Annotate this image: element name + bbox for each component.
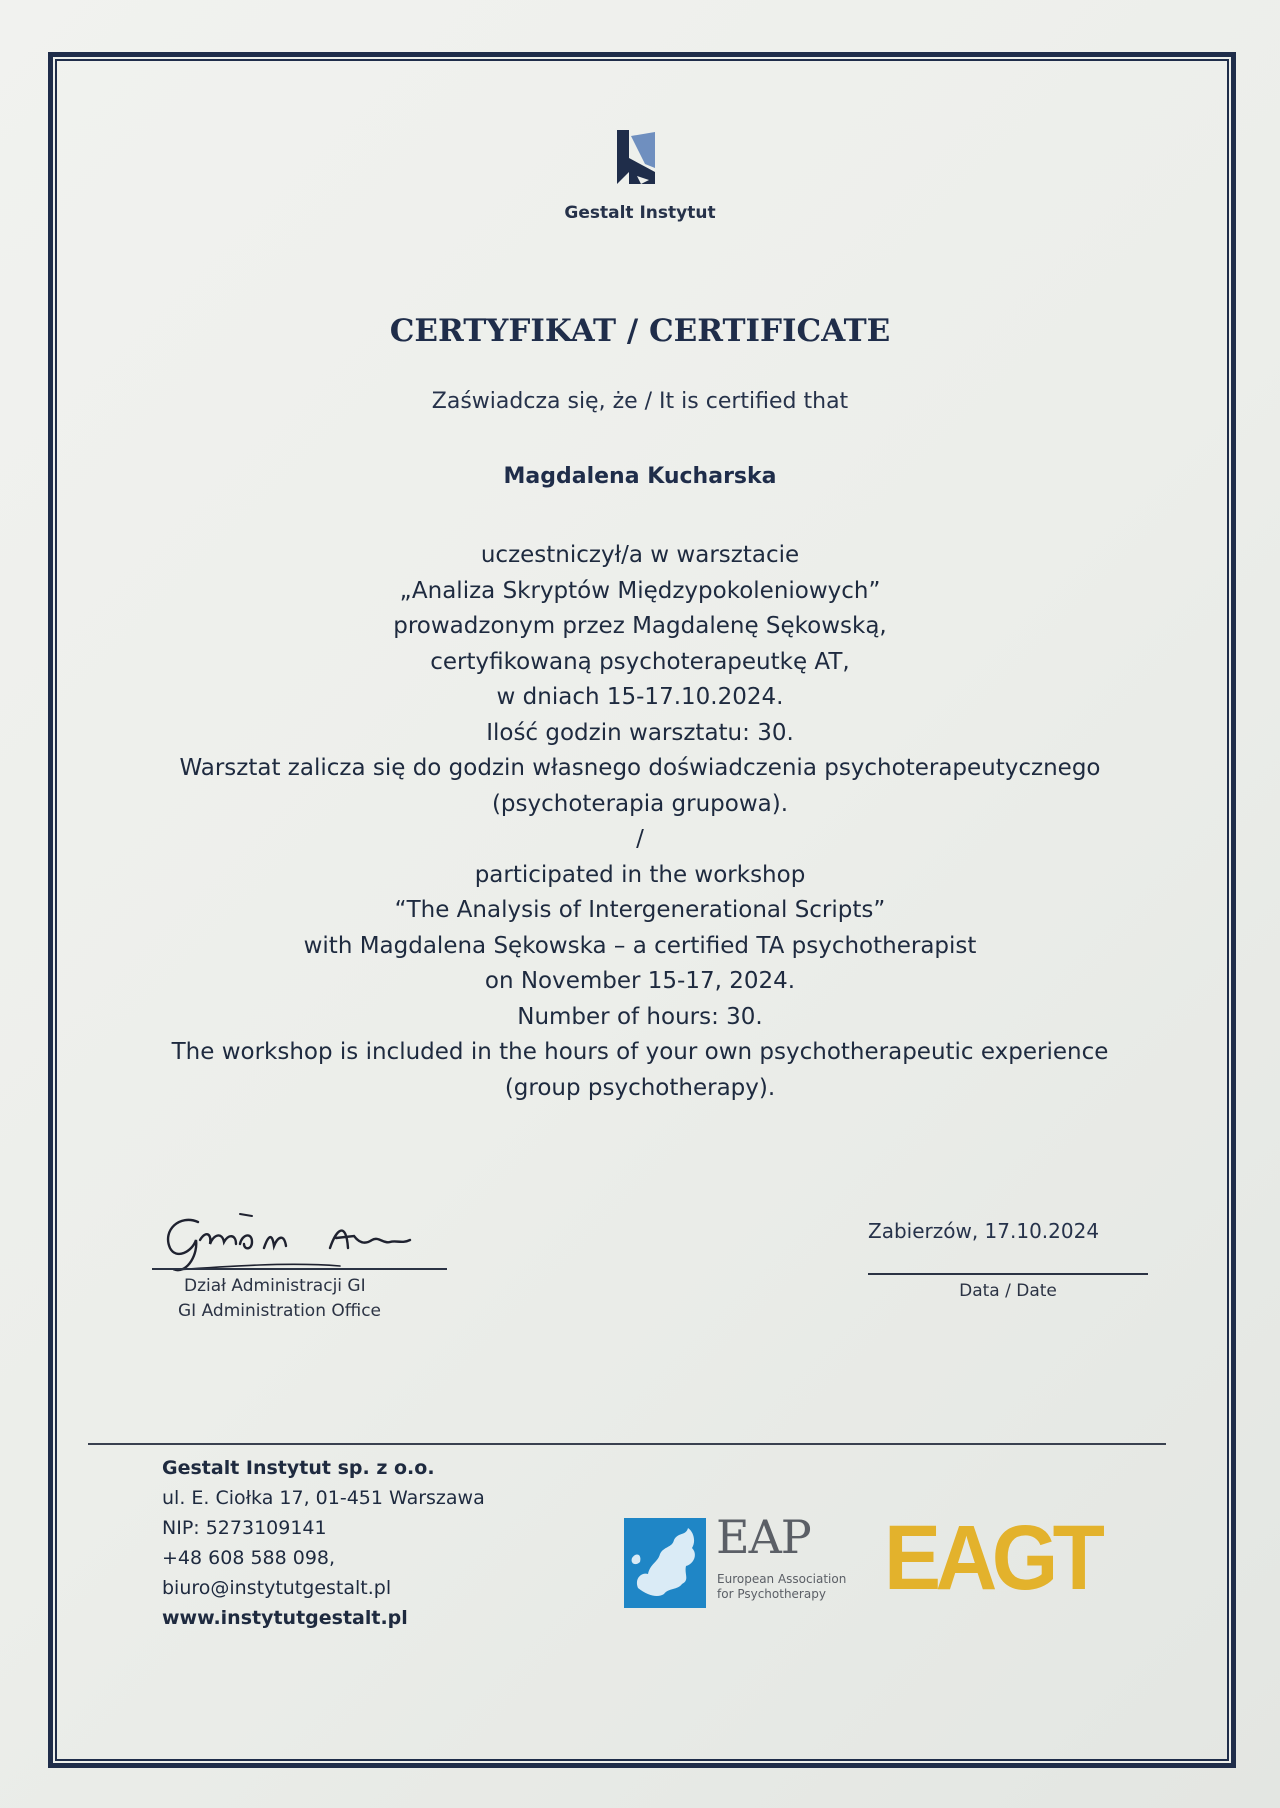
- body-line: Ilość godzin warsztatu: 30.: [486, 719, 794, 746]
- body-line: prowadzonym przez Magdalenę Sękowską,: [393, 613, 887, 639]
- gestalt-logo-icon: [615, 128, 657, 186]
- body-line: /: [636, 826, 644, 852]
- body-line: with Magdalena Sękowska – a certified TA psychotherapist: [303, 932, 977, 959]
- body-line: “The Analysis of Intergenerational Scripts”: [394, 897, 886, 923]
- body-line: (psychoterapia grupowa).: [491, 790, 789, 817]
- europe-map-icon: [624, 1518, 706, 1608]
- eagt-logo: [884, 1507, 1100, 1609]
- body-line: on November 15-17, 2024.: [484, 968, 796, 994]
- signature-label-en: GI Administration Office: [178, 1301, 382, 1321]
- body-line: participated in the workshop: [474, 861, 806, 888]
- company-address: ul. E. Ciołka 17, 01-451 Warszawa: [162, 1487, 485, 1509]
- body-line: The workshop is included in the hours of your own psychotherapeutic experience: [171, 1039, 1109, 1065]
- body-line: Warsztat zalicza się do godzin własnego doświadczenia psychoterapeutycznego: [179, 755, 1101, 781]
- footer-divider: [88, 1443, 1166, 1445]
- recipient-name: Magdalena Kucharska: [503, 464, 777, 489]
- footer-contact: [162, 1453, 485, 1633]
- date-line: [868, 1273, 1148, 1275]
- eap-subtitle-line: for Psychotherapy: [717, 1587, 826, 1601]
- certificate-title: CERTYFIKAT / CERTIFICATE: [389, 313, 891, 349]
- issue-date: Zabierzów, 17.10.2024: [868, 1219, 1100, 1243]
- certificate-subtitle: Zaświadcza się, że / It is certified that: [431, 389, 849, 414]
- logo-text: Gestalt Instytut: [564, 203, 716, 223]
- body-line: certyfikowaną psychoterapeutkę AT,: [430, 648, 850, 675]
- company-website: www.instytutgestalt.pl: [162, 1607, 408, 1629]
- company-name: Gestalt Instytut sp. z o.o.: [162, 1457, 435, 1479]
- eap-logo-text: EAP: [716, 1510, 811, 1564]
- signature-block: [140, 1200, 500, 1320]
- company-email: biuro@instytutgestalt.pl: [162, 1577, 392, 1599]
- company-phone: +48 608 588 098,: [162, 1547, 336, 1569]
- signature-label-pl: Dział Administracji GI: [184, 1276, 366, 1296]
- body-line: uczestniczył/a w warsztacie: [480, 542, 800, 568]
- eagt-logo-text: EAGT: [884, 1507, 1100, 1609]
- signature-line: [152, 1268, 447, 1270]
- body-line: Number of hours: 30.: [517, 1003, 763, 1030]
- body-line: (group psychotherapy).: [504, 1074, 776, 1101]
- body-line: w dniach 15-17.10.2024.: [496, 684, 784, 710]
- eap-subtitle-line: European Association: [717, 1572, 847, 1586]
- date-label: Data / Date: [959, 1281, 1057, 1301]
- eap-logo-subtitle: [717, 1572, 846, 1602]
- company-nip: NIP: 5273109141: [162, 1517, 327, 1539]
- certificate-body: [0, 538, 1280, 1106]
- eap-logo: [624, 1510, 847, 1612]
- body-line: „Analiza Skryptów Międzypokoleniowych”: [399, 577, 881, 604]
